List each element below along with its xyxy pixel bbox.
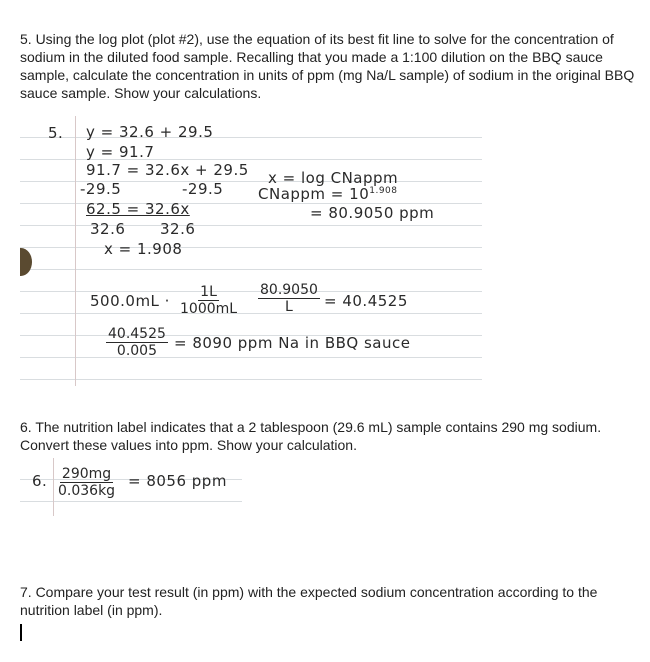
exponent: 1.908: [369, 186, 398, 196]
work-line: = 80.9050 ppm: [310, 204, 435, 222]
work-line: = 8056 ppm: [128, 472, 227, 490]
work-line: -29.5: [182, 180, 224, 198]
handwritten-work-image-6: [20, 458, 242, 516]
work-line: 32.6: [160, 220, 196, 238]
problem-number: 6.: [32, 472, 48, 490]
fraction: [106, 326, 168, 359]
numerator: 40.4525: [108, 326, 166, 342]
work-line: 62.5 = 32.6x: [86, 200, 190, 218]
margin-line: [53, 458, 54, 516]
binder-hole: [20, 248, 32, 276]
work-line: 500.0mL ·: [90, 292, 170, 310]
question-5-text: 5. Using the log plot (plot #2), use the equation of its best fit line to solve for the concentration of sodium in the diluted food sample. Recalling that you made a 1:100 dilution on the BBQ sauce sample, calculate the concentration in units of ppm (mg Na/L sample) of sodium in the original BBQ sauce sample. Show your calculations.: [20, 31, 635, 101]
work-line: y = 32.6 + 29.5: [86, 123, 214, 141]
numerator: 80.9050: [260, 282, 318, 298]
margin-line: [75, 116, 76, 386]
fraction: [180, 284, 237, 317]
work-line: -29.5: [80, 180, 122, 198]
question-7-text: 7. Compare your test result (in ppm) with the expected sodium concentration according to the nutrition label (in ppm).: [20, 584, 598, 618]
text-cursor[interactable]: [20, 624, 22, 641]
problem-number: 5.: [48, 124, 64, 142]
fraction: [258, 282, 320, 315]
denominator: 1000mL: [180, 301, 238, 317]
work-text: CNappm = 10: [258, 185, 370, 203]
work-line: y = 91.7: [86, 143, 155, 161]
numerator: 290mg: [61, 466, 112, 482]
denominator: 0.005: [116, 343, 157, 359]
work-line: 91.7 = 32.6x + 29.5: [86, 161, 249, 179]
denominator: L: [285, 299, 293, 315]
work-line: x = log CNappm: [268, 169, 399, 187]
handwritten-work-image-5: [20, 116, 482, 386]
work-line: = 8090 ppm Na in BBQ sauce: [174, 334, 411, 352]
work-line: 32.6: [90, 220, 126, 238]
denominator: 0.036kg: [58, 483, 116, 499]
work-line: [258, 185, 398, 203]
question-6-text: 6. The nutrition label indicates that a 2 tablespoon (29.6 mL) sample contains 290 mg sodium. Convert these values into ppm. Show your calculation.: [20, 419, 602, 453]
numerator: 1L: [200, 284, 217, 300]
work-line: = 40.4525: [324, 292, 408, 310]
fraction: [58, 466, 115, 499]
work-line: x = 1.908: [104, 240, 183, 258]
